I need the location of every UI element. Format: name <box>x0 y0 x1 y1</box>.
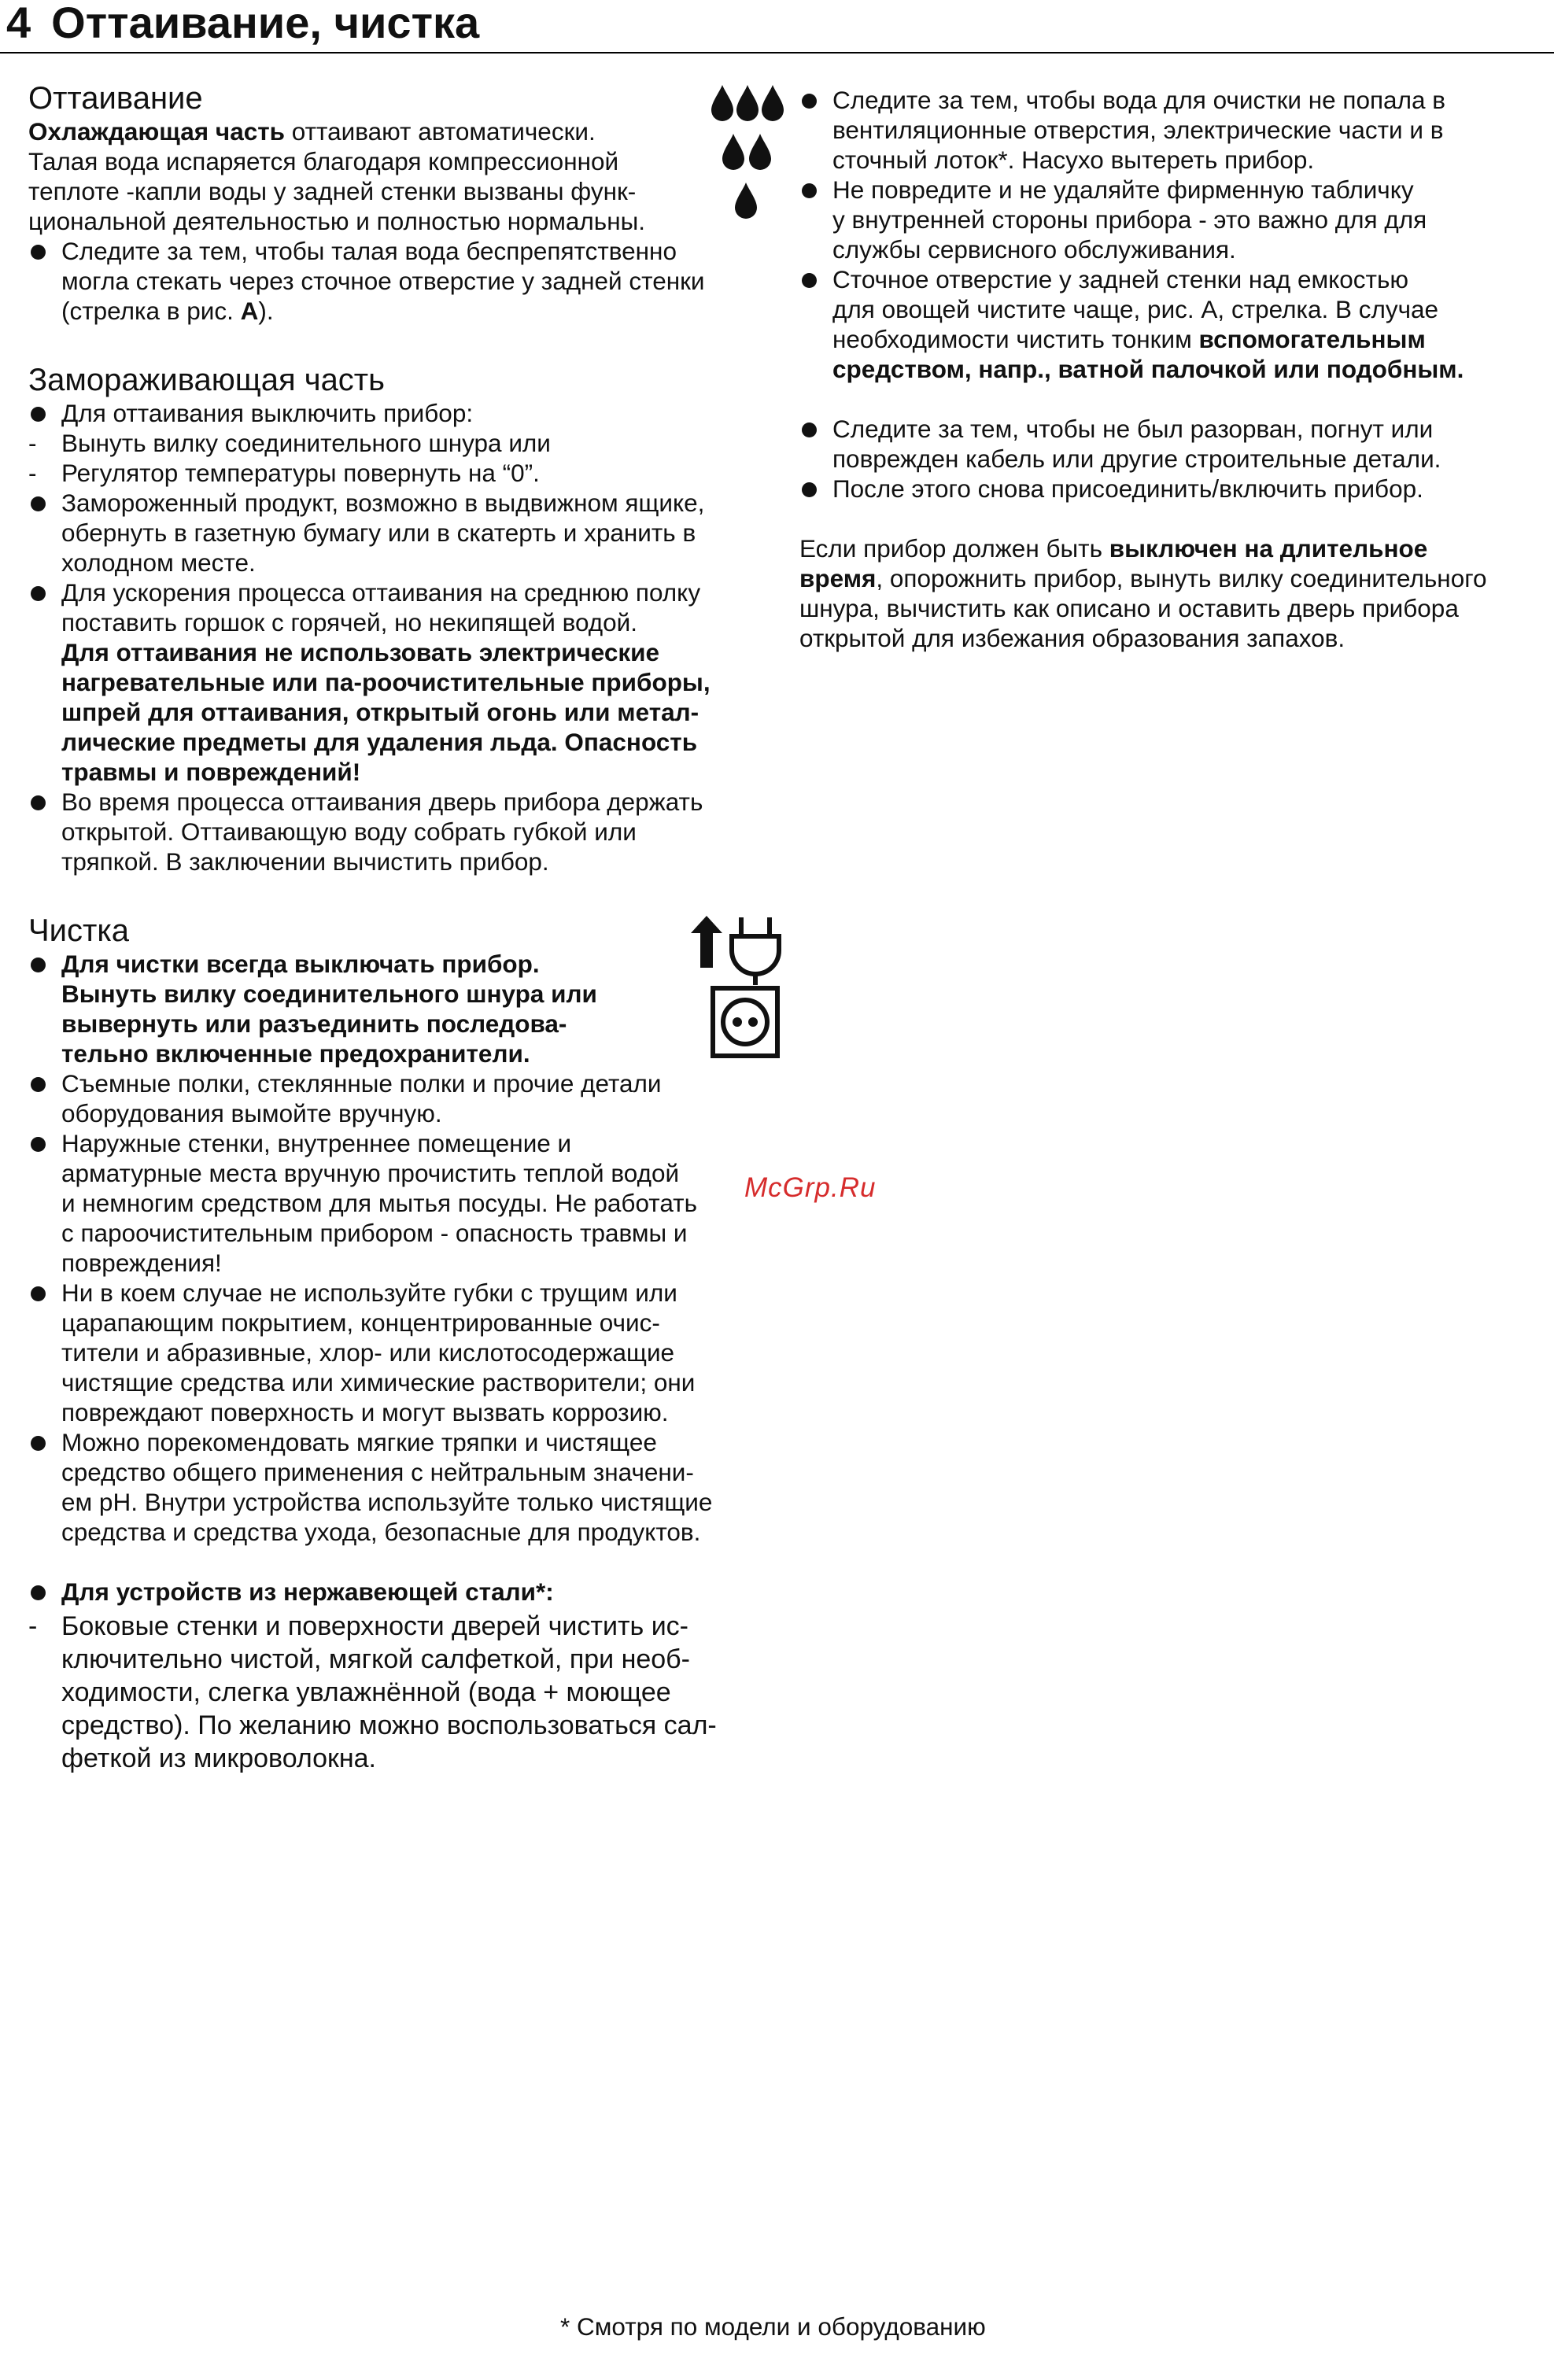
section-title: Оттаивание, чистка <box>51 0 480 47</box>
page-header <box>0 0 1554 54</box>
list-item: Съемные полки, стеклянные полки и прочие детали оборудования вымойте вручную. <box>28 1068 768 1128</box>
freezer-title: Замораживающая часть <box>28 363 385 397</box>
cleaning-title: Чистка <box>28 913 129 948</box>
page-title <box>6 0 479 49</box>
left-column: Оттаивание Охлаждающая часть оттаивают автоматически. Талая вода испаряется благодаря компрессионной теплоте -капли воды у задней стенки вызваны функ- циональной деятельностью и полностью нормальны. Следите за тем, чтобы талая вода беспрепятственно могла стекать через сточное отверстие у задней стенки (стрелка в рис. А). Замораживающая часть Для оттаивания выключить прибор: - Вынуть вилку соединительного шнура или - Регулятор температуры повернуть на “0”. Замороженный продукт, возможно в выдвижном ящике, обернуть в газетную бумагу или в скатерть и хранить в холодном месте. Для ускорения процесса оттаивания на среднюю полку поставить горшок с горячей, но некипящей водой. Для оттаивания не использовать электрические нагревательные или па-роочистительные приборы, шпрей для оттаивания, открытый огонь или метал- лические предметы для удаления льда. Опасность травмы и повреждений! Во время процесса оттаивания дверь прибора держать открытой. Оттаивающую воду собрать губкой или тряпкой. В заключении вычистить прибор. Чистка Для чистки всегда выключать прибор. Вынуть вилку соединительного шнура или вывернуть или разъединить последова- тельно включенные предохранители. Съемные полки, стеклянные полки и прочие детали оборудования вымойте вручную. Наружные стенки, внутреннее помещение и арматурные места вручную прочистить теплой водой и немногим средством для мытья посуды. Не работать с пароочистительным прибором - опасность травмы и повреждения! Ни в коем случае не используйте губки с трущим или царапающим покрытием, концентрированные очис- тители и абразивные, хлор- или кислотосодержащие чистящие средства или химические растворители; они повреждают поверхность и могут вызвать коррозию. Можно порекомендовать мягкие тряпки и чистящее средство общего применения с нейтральным значени- ем pH. Внутри устройства используйте только чистящие средства и средства ухода, безопасные для продуктов. Для устройств из нержавеющей стали*: - Боковые стенки и поверхности дверей чистить ис- ключительно чистой, мягкой салфеткой, при необ- ходимости, слегка увлажнённой (вода + моющее средство). По желанию можно воспользоваться сал- феткой из микроволокна. <box>28 80 768 1775</box>
list-item: - Вынуть вилку соединительного шнура или <box>28 428 768 458</box>
watermark: McGrp.Ru <box>744 1172 877 1203</box>
cooling-text: Охлаждающая часть оттаивают автоматически. <box>28 117 596 146</box>
list-item: Можно порекомендовать мягкие тряпки и чистящее средство общего применения с нейтральным значени- ем pH. Внутри устройства используйте только чистящие средства и средства ухода, безопасные для продуктов. <box>28 1427 768 1547</box>
list-item: Наружные стенки, внутреннее помещение и арматурные места вручную прочистить теплой водой и немногим средством для мытья посуды. Не работать с пароочистительным прибором - опасность травмы и повреждения! <box>28 1128 768 1278</box>
list-item: Для устройств из нержавеющей стали*: <box>28 1577 768 1607</box>
defrost-title: Оттаивание <box>28 81 203 116</box>
list-item: Замороженный продукт, возможно в выдвижном ящике, обернуть в газетную бумагу или в скатерть и хранить в холодном месте. <box>28 488 768 577</box>
list-item: Сточное отверстие у задней стенки над емкостью для овощей чистите чаще, рис. А, стрелка. В случае необходимости чистить тонким вспомогательным средством, напр., ватной палочкой или подобным. <box>799 264 1554 384</box>
list-item: Следите за тем, чтобы вода для очистки не попала в вентиляционные отверстия, электрические части и в сточный лоток*. Насухо вытереть прибор. <box>799 85 1554 175</box>
list-item: Следите за тем, чтобы не был разорван, погнут или поврежден кабель или другие строительные детали. <box>799 414 1554 474</box>
list-item: Для ускорения процесса оттаивания на среднюю полку поставить горшок с горячей, но некипящей водой. Для оттаивания не использовать электрические нагревательные или па-роочистительные приборы, шпрей для оттаивания, открытый огонь или метал- лические предметы для удаления льда. Опасность травмы и повреждений! <box>28 577 768 787</box>
list-item: Для оттаивания выключить прибор: <box>28 398 768 428</box>
section-number: 4 <box>6 0 31 47</box>
footnote: * Смотря по модели и оборудованию <box>560 2312 986 2341</box>
list-item: Во время процесса оттаивания дверь прибора держать открытой. Оттаивающую воду собрать губкой или тряпкой. В заключении вычистить прибор. <box>28 787 768 876</box>
list-item: - Регулятор температуры повернуть на “0”. <box>28 458 768 488</box>
list-item: Не повредите и не удаляйте фирменную табличку у внутренней стороны прибора - это важно для для службы сервисного обслуживания. <box>799 175 1554 264</box>
list-item: Ни в коем случае не используйте губки с трущим или царапающим покрытием, концентрированные очис- тители и абразивные, хлор- или кислотосодержащие чистящие средства или химические растворители; они повреждают поверхность и могут вызвать коррозию. <box>28 1278 768 1427</box>
warning-text: Для оттаивания не использовать электрические <box>61 638 660 666</box>
list-item: Для чистки всегда выключать прибор. Вынуть вилку соединительного шнура или вывернуть или разъединить последова- тельно включенные предохранители. <box>28 949 768 1068</box>
list-item: После этого снова присоединить/включить прибор. <box>799 474 1554 504</box>
list-item: - Боковые стенки и поверхности дверей чистить ис- ключительно чистой, мягкой салфеткой, при необ- ходимости, слегка увлажнённой (вода + моющее средство). По желанию можно воспользоваться сал- феткой из микроволокна. <box>28 1610 768 1775</box>
right-column <box>799 85 1554 653</box>
list-item: Следите за тем, чтобы талая вода беспрепятственно могла стекать через сточное отверстие у задней стенки (стрелка в рис. А). <box>28 236 768 326</box>
long-shutdown-paragraph: Если прибор должен быть выключен на длительное время, опорожнить прибор, вынуть вилку соединительного шнура, вычистить как описано и оставить дверь прибора открытой для избежания образования запахов. <box>799 534 1487 652</box>
